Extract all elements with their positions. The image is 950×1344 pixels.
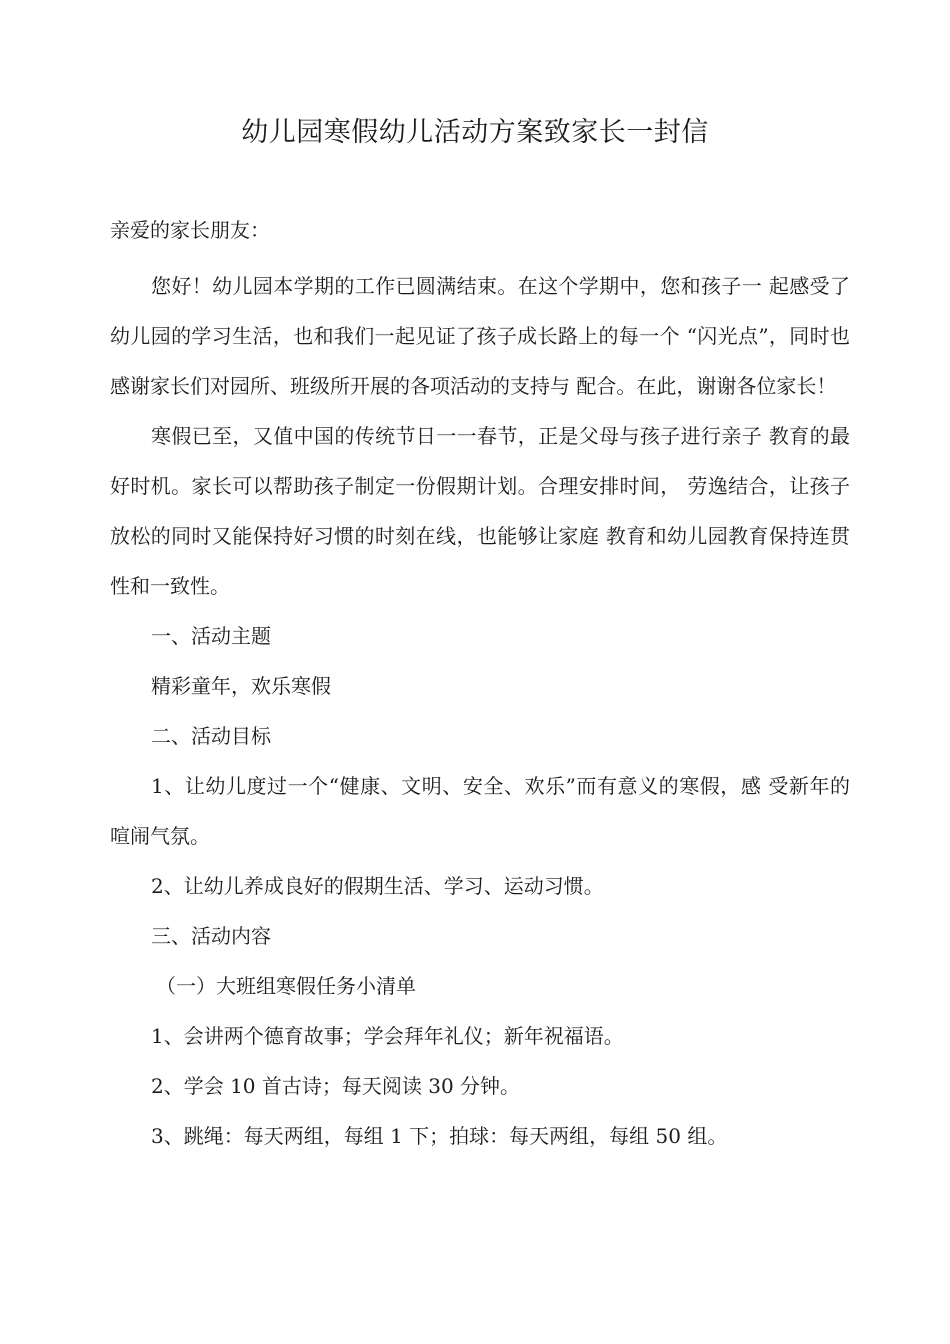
paragraph-greeting: 您好！幼儿园本学期的工作已圆满结束。在这个学期中，您和孩子一 起感受了幼儿园的学习生活，也和我们一起见证了孩子成长路上的每一个 “闪光点”，同时也感谢家长们对园所、班级所开展的各项活动的支持与 配合。在此，谢谢各位家长！ — [110, 274, 850, 398]
document-title: 幼儿园寒假幼儿活动方案致家长一封信 — [241, 117, 709, 148]
theme-text: 精彩童年，欢乐寒假 — [151, 674, 331, 698]
task-item-1: 1、会讲两个德育故事；学会拜年礼仪；新年祝福语。 — [151, 1024, 624, 1048]
task-item-3: 3、跳绳：每天两组，每组 1 下；拍球：每天两组，每组 50 组。 — [151, 1124, 728, 1148]
section-heading-content: 三、活动内容 — [151, 924, 271, 948]
subsection-heading-senior-class: （一）大班组寒假任务小清单 — [156, 974, 416, 998]
salutation: 亲爱的家长朋友： — [110, 218, 270, 242]
goal-item-1: 1、让幼儿度过一个“健康、文明、安全、欢乐”而有意义的寒假，感 受新年的喧闹气氛。 — [110, 774, 850, 848]
section-heading-goals: 二、活动目标 — [151, 724, 271, 748]
letter-body — [110, 261, 850, 1161]
goal-item-2: 2、让幼儿养成良好的假期生活、学习、运动习惯。 — [151, 874, 604, 898]
paragraph-winter-break: 寒假已至，又值中国的传统节日一一春节，正是父母与孩子进行亲子 教育的最好时机。家长可以帮助孩子制定一份假期计划。合理安排时间， 劳逸结合，让孩子放松的同时又能保持好习惯的时刻在线，也能够让家庭 教育和幼儿园教育保持连贯性和一致性。 — [110, 424, 850, 598]
section-heading-theme: 一、活动主题 — [151, 624, 271, 648]
task-item-2: 2、学会 10 首古诗；每天阅读 30 分钟。 — [151, 1074, 521, 1098]
